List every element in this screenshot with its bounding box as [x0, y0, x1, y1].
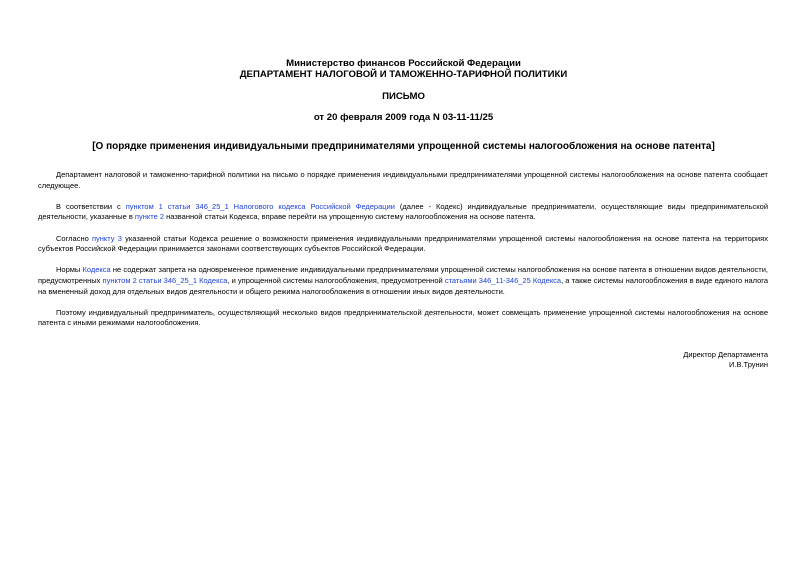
- department-name: ДЕПАРТАМЕНТ НАЛОГОВОЙ И ТАМОЖЕННО-ТАРИФНОЙ ПОЛИТИКИ: [239, 69, 568, 80]
- paragraph-intro: Департамент налоговой и таможенно-тарифной политики на письмо о порядке применения индивидуальными предпринимателями упрощенной системы налогообложения на основе патента сообщает следующее.: [38, 170, 768, 190]
- ministry-name: Министерство финансов Российской Федерации: [286, 58, 521, 69]
- document-date: от 20 февраля 2009 года N 03-11-11/25: [313, 112, 494, 123]
- document-type: ПИСЬМО: [382, 91, 425, 102]
- signature-title: Директор Департамента: [683, 350, 768, 359]
- document-body: [38, 170, 768, 340]
- link-tax-code-art-346-25-1-p1[interactable]: пунктом 1 статьи 346_25_1 Налогового кодекса Российской Федерации: [125, 201, 395, 211]
- link-art-346-25-1-p2[interactable]: пунктом 2 статьи 346_25_1 Кодекса: [102, 275, 228, 285]
- link-point-3[interactable]: пункту 3: [91, 233, 122, 243]
- paragraph-regional-laws: Согласно пункту 3 указанной статьи Кодекса решение о возможности применения индивидуальными предпринимателями упрощенной системы налогообложения на основе патента на территориях субъектов Российской Федерации принимается законами соответствующих субъектов Российской Федерации.: [38, 233, 768, 254]
- paragraph-conclusion: Поэтому индивидуальный предприниматель, осуществляющий несколько видов предпринимательской деятельности, может совмещать применение упрощенной системы налогообложения на основе патента с иными режимами налогообложения.: [38, 307, 768, 328]
- document-subject: [О порядке применения индивидуальными предпринимателями упрощенной системы налогообложения на основе патента]: [92, 141, 715, 152]
- signature-name: И.В.Трунин: [728, 360, 768, 369]
- paragraph-combination-norms: Нормы Кодекса не содержат запрета на одновременное применение индивидуальными предпринимателями упрощенной системы налогообложения на основе патента в отношении видов деятельности, предусмотренных пунктом 2 статьи 346_25_1 Кодекса, и упрощенной системы налогообложения, предусмотренной статьями 346_11-346_25 Кодекса, а также системы налогообложения в виде единого налога на вмененный доход для отдельных видов деятельности и общего режима налогообложения в отношении иных видов деятельности.: [38, 265, 769, 296]
- link-point-2[interactable]: пункте 2: [134, 212, 165, 222]
- paragraph-right-to-switch: В соответствии с пунктом 1 статьи 346_25_1 Налогового кодекса Российской Федерации (далее - Кодекс) индивидуальные предприниматели, осуществляющие виды предпринимательской деятельности, указанные в пункте 2 названной статьи Кодекса, вправе перейти на упрощенную систему налогообложения на основе патента.: [38, 201, 769, 222]
- link-art-346-11-346-25[interactable]: статьями 346_11-346_25 Кодекса: [444, 275, 562, 285]
- link-code[interactable]: Кодекса: [82, 265, 111, 275]
